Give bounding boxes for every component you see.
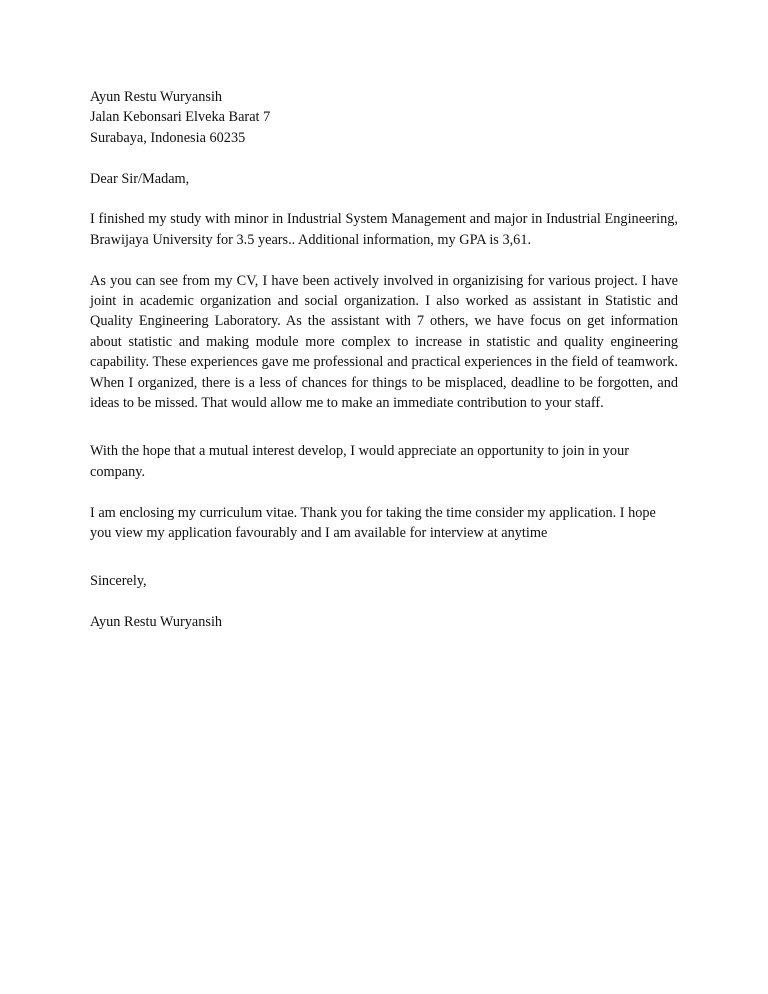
paragraph-experience: As you can see from my CV, I have been actively involved in organizising for various project. I have joint in academic organization and social organization. I also worked as assistant in Statistic and Quality Engineering Laboratory. As the assistant with 7 others, we have focus on get information about statistic and making module more complex to increase in statistic and quality engineering capability. These experiences gave me professional and practical experiences in the field of teamwork. When I organized, there is a less of chances for things to be misplaced, deadline to be forgotten, and ideas to be missed. That would allow me to make an immediate contribution to your staff. [90,272,678,412]
paragraph-interest: With the hope that a mutual interest develop, I would appreciate an opportunity to join in your company. [90,443,629,480]
signature-name: Ayun Restu Wuryansih [90,614,223,631]
sender-city: Surabaya, Indonesia 60235 [90,129,246,146]
sender-street: Jalan Kebonsari Elveka Barat 7 [90,109,271,126]
salutation: Dear Sir/Madam, [90,170,190,187]
sender-address-block [90,87,678,148]
sender-name: Ayun Restu Wuryansih [90,89,223,105]
cover-letter [90,87,678,633]
closing: Sincerely, [90,573,147,590]
paragraph-education: I finished my study with minor in Industrial System Management and major in Industrial Engineering, Brawijaya University for 3.5 years.. Additional information, my GPA is 3,61. [90,211,678,248]
paragraph-enclosure: I am enclosing my curriculum vitae. Thank you for taking the time consider my application. I hope you view my application favourably and I am available for interview at anytime [90,504,656,542]
